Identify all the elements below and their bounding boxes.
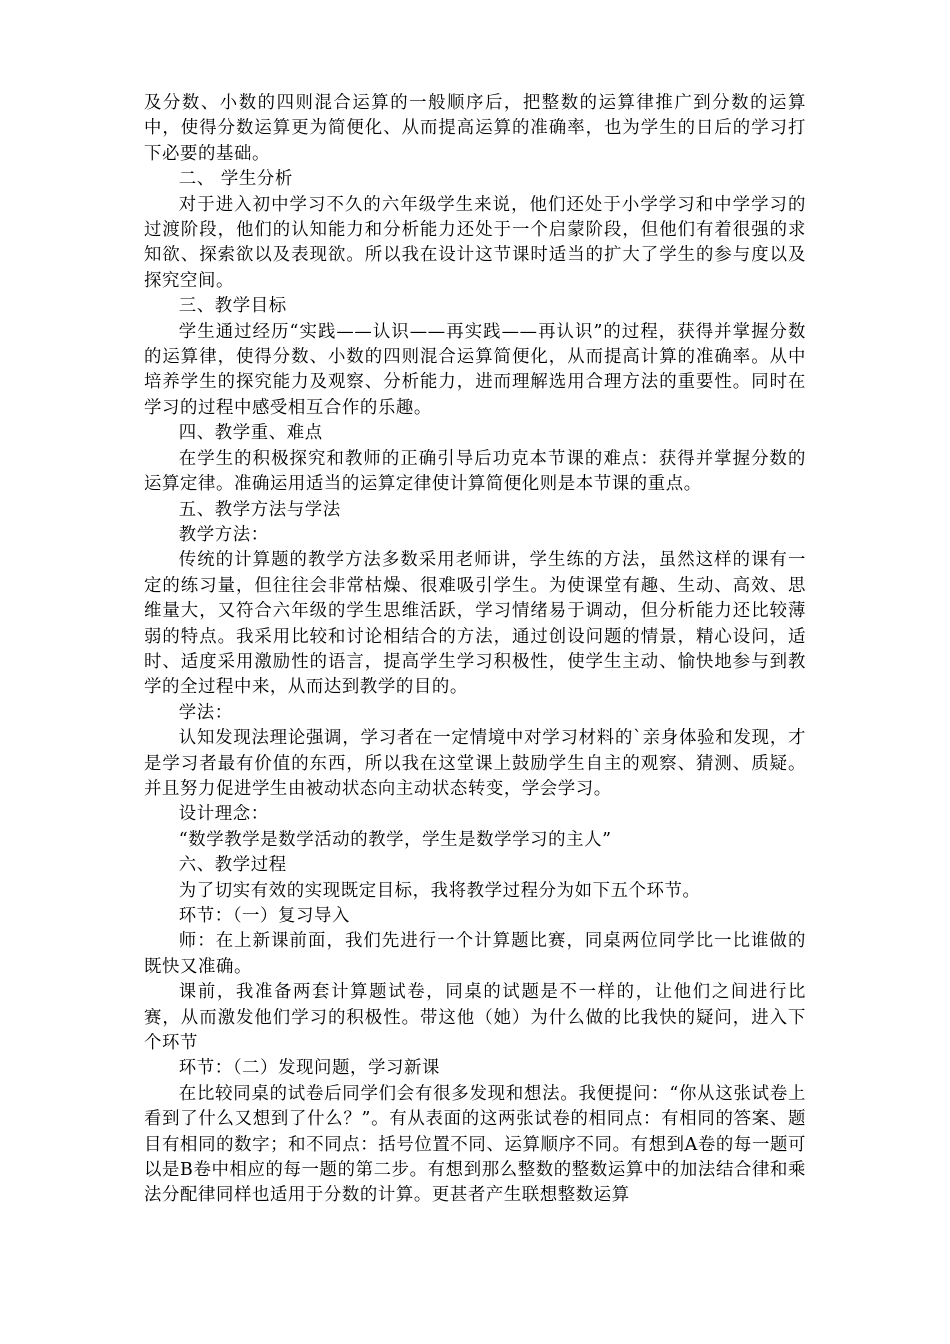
paragraph-student-analysis: 对于进入初中学习不久的六年级学生来说，他们还处于小学学习和中学学习的过渡阶段，他们的认知能力和分析能力还处于一个启蒙阶段，但他们有着很强的求知欲、探索欲以及表现欲。所以我在设计这节课时适当的扩大了学生的参与度以及探究空间。 bbox=[144, 194, 806, 291]
subheading-stage-one: 环节：（一）复习导入 bbox=[178, 906, 351, 926]
paragraph-teaching-method: 传统的计算题的教学方法多数采用老师讲，学生练的方法，虽然这样的课有一定的练习量，但往往会非常枯燥、很难吸引学生。为使课堂有趣、生动、高效、思维量大，又符合六年级的学生思维活跃，学习情绪易于调动，但分析能力还比较薄弱的特点。我采用比较和讨论相结合的方法，通过创设问题的情景，精心设问，适时、适度采用激励性的语言，提高学生学习积极性，使学生主动、愉快地参与到教学的全过程中来，从而达到教学的目的。 bbox=[144, 550, 806, 698]
section-heading-teaching-goals: 三、教学目标 bbox=[178, 296, 287, 317]
paragraph-stage-one-prep: 课前，我准备两套计算题试卷，同桌的试题是不一样的，让他们之间进行比赛，从而激发他们学习的积极性。带这他（她）为什么做的比我快的疑问，进入下个环节 bbox=[144, 982, 806, 1054]
paragraph-intro-continuation: 及分数、小数的四则混合运算的一般顺序后，把整数的运算律推广到分数的运算中，使得分数运算更为简便化、从而提高运算的准确率，也为学生的日后的学习打下必要的基础。 bbox=[144, 93, 806, 164]
section-heading-key-points: 四、教学重、难点 bbox=[178, 423, 323, 444]
section-heading-methods: 五、教学方法与学法 bbox=[178, 499, 341, 520]
teaching-process-intro: 为了切实有效的实现既定目标，我将教学过程分为如下五个环节。 bbox=[178, 880, 701, 901]
design-concept-quote: “数学教学是数学活动的教学，学生是数学学习的主人” bbox=[178, 829, 612, 850]
subheading-learning-method: 学法： bbox=[178, 702, 233, 723]
section-heading-student-analysis: 二、 学生分析 bbox=[178, 169, 293, 190]
subheading-stage-two: 环节：（二）发现问题，学习新课 bbox=[178, 1058, 440, 1079]
section-heading-teaching-process: 六、教学过程 bbox=[178, 855, 287, 876]
paragraph-stage-one-teacher: 师：在上新课前面，我们先进行一个计算题比赛，同桌两位同学比一比谁做的既快又准确。 bbox=[144, 931, 806, 977]
subheading-design-concept: 设计理念： bbox=[178, 804, 269, 825]
paragraph-learning-method: 认知发现法理论强调，学习者在一定情境中对学习材料的`亲身体验和发现，才是学习者最有价值的东西，所以我在这堂课上鼓励学生自主的观察、猜测、质疑。并且努力促进学生由被动状态向主动状态转变，学会学习。 bbox=[144, 728, 806, 799]
paragraph-stage-two: 在比较同桌的试卷后同学们会有很多发现和想法。我便提问：“你从这张试卷上看到了什么又想到了什么？”。有从表面的这两张试卷的相同点：有相同的答案、题目有相同的数字；和不同点：括号位置不同、运算顺序不同。有想到A卷的每一题可以是B卷中相应的每一题的第二步。有想到那么整数的整数运算中的加法结合律和乘法分配律同样也适用于分数的计算。更甚者产生联想整数运算 bbox=[144, 1083, 806, 1206]
subheading-teaching-method: 教学方法： bbox=[178, 524, 269, 545]
document-page bbox=[144, 91, 806, 1209]
paragraph-teaching-goals: 学生通过经历“实践——认识——再实践——再认识”的过程，获得并掌握分数的运算律，使得分数、小数的四则混合运算简便化，从而提高计算的准确率。从中培养学生的探究能力及观察、分析能力，进而理解选用合理方法的重要性。同时在学习的过程中感受相互合作的乐趣。 bbox=[144, 321, 806, 418]
paragraph-key-points: 在学生的积极探究和教师的正确引导后功克本节课的难点：获得并掌握分数的运算定律。准确运用适当的运算定律使计算简便化则是本节课的重点。 bbox=[144, 448, 806, 495]
